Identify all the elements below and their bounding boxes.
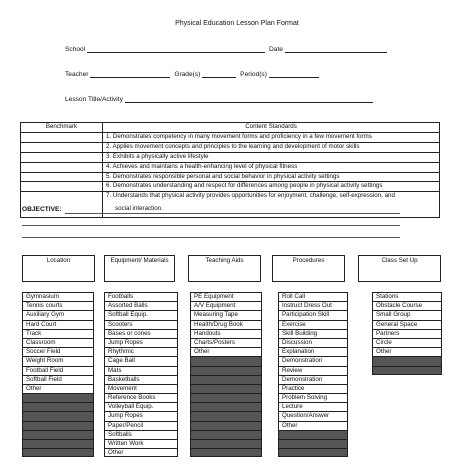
equipment-item[interactable]: Assorted Balls [104,301,178,310]
standard-item: 5. Demonstrates responsible personal and social behavior in physical activity settings [103,172,440,182]
equipment-item[interactable]: Softball Equip. [104,310,178,319]
location-blank-cell [22,421,94,430]
class-setup-item[interactable]: Small Group [372,310,442,319]
procedures-header: Procedures [273,256,345,282]
equipment-item[interactable]: Volleyball Equip. [104,402,178,411]
teaching-aids-item[interactable]: A/V Equipment [190,301,262,310]
location-item[interactable]: Gymnasium [22,292,94,301]
teaching-aids-blank-cell [190,366,262,375]
equipment-item[interactable]: Other [104,448,178,457]
equipment-item[interactable]: Paper/Pencil [104,421,178,430]
teacher-line[interactable] [65,71,321,78]
equipment-item[interactable]: Jump Ropes [104,338,178,347]
benchmark-cell[interactable] [21,152,103,162]
teaching-aids-header: Teaching Aids [189,256,261,282]
teaching-aids-blank-cell [190,430,262,439]
location-blank-cell [22,430,94,439]
class-setup-item[interactable]: Partners [372,329,442,338]
periods-label: Period(s) [240,71,267,78]
procedures-item[interactable]: Practice [278,384,348,393]
equipment-item[interactable]: Written Work [104,439,178,448]
school-line[interactable] [65,46,389,53]
teaching-aids-blank-cell [190,439,262,448]
procedures-item[interactable]: Problem Solving [278,393,348,402]
location-blank-cell [22,439,94,448]
standard-item: 3. Exhibits a physically active lifestyle [103,152,440,162]
teaching-aids-item[interactable]: PE Equipment [190,292,262,301]
procedures-item[interactable]: Exercise [278,320,348,329]
procedures-item[interactable]: Roll Call [278,292,348,301]
equipment-item[interactable]: Footballs [104,292,178,301]
procedures-item[interactable]: Discussion [278,338,348,347]
teaching-aids-blank-cell [190,402,262,411]
teaching-aids-blank-cell [190,384,262,393]
location-item[interactable]: Football Field [22,366,94,375]
objective-line[interactable] [22,225,400,226]
location-item[interactable]: Hard Court [22,320,94,329]
location-item[interactable]: Other [22,384,94,393]
procedures-blank-cell [278,439,348,448]
location-column [22,292,94,457]
equipment-item[interactable]: Bases or cones [104,329,178,338]
teaching-aids-item[interactable]: Measuring Tape [190,310,262,319]
class-setup-column [372,292,442,375]
objective-label: OBJECTIVE: [22,206,62,213]
content-standards-header: Content Standards [103,123,440,133]
standard-item: 1. Demonstrates competency in many movement forms and proficiency in a few movement forms [103,132,440,142]
teaching-aids-item[interactable]: Other [190,347,262,356]
location-item[interactable]: Tennis courts [22,301,94,310]
equipment-column [104,292,178,457]
procedures-item[interactable]: Skill Building [278,329,348,338]
class-setup-header: Class Set Up [359,256,441,282]
procedures-item[interactable]: Explanation [278,347,348,356]
equipment-item[interactable]: Movement [104,384,178,393]
equipment-item[interactable]: Reference Books [104,393,178,402]
location-item[interactable]: Soccer Field [22,347,94,356]
class-setup-item[interactable]: Obstacle Course [372,301,442,310]
objective-line[interactable] [22,237,400,238]
equipment-header: Equipment/ Materials [105,256,175,282]
equipment-item[interactable]: Jump Ropes [104,411,178,420]
teacher-label: Teacher [65,71,89,78]
class-setup-item[interactable]: Other [372,347,442,356]
equipment-item[interactable]: Basketballs [104,375,178,384]
location-item[interactable]: Softball Field [22,375,94,384]
location-blank-cell [22,402,94,411]
standards-table [20,122,440,218]
teaching-aids-blank-cell [190,393,262,402]
teaching-aids-item[interactable]: Charts/Posters [190,338,262,347]
benchmark-header: Benchmark [21,123,103,133]
class-setup-blank-cell [372,366,442,375]
teaching-aids-item[interactable]: Handouts [190,329,262,338]
benchmark-cell[interactable] [21,142,103,152]
resources-header [22,255,441,282]
procedures-item[interactable]: Participation Skill [278,310,348,319]
procedures-item[interactable]: Demonstration [278,375,348,384]
equipment-item[interactable]: Scooters [104,320,178,329]
teaching-aids-blank-cell [190,411,262,420]
standard-item: 2. Applies movement concepts and principles to the learning and development of motor skills [103,142,440,152]
standard-item: 6. Demonstrates understanding and respect for differences among people in physical activity settings [103,182,440,192]
equipment-item[interactable]: Mats [104,366,178,375]
teaching-aids-blank-cell [190,375,262,384]
teaching-aids-item[interactable]: Health/Drug Book [190,320,262,329]
equipment-item[interactable]: Softballs [104,430,178,439]
procedures-item[interactable]: Lecture [278,402,348,411]
class-setup-item[interactable]: Circle [372,338,442,347]
lesson-title-label: Lesson Title/Activity [65,96,123,103]
benchmark-cell[interactable] [21,172,103,182]
location-header: Location [23,256,95,282]
location-blank-cell [22,448,94,457]
teaching-aids-column [190,292,262,457]
teaching-aids-blank-cell [190,356,262,365]
standard-item: 7. Understands that physical activity provides opportunities for enjoyment, challenge, self-expression, and social interaction. [103,192,440,218]
lesson-title-line[interactable] [65,96,375,103]
procedures-item[interactable]: Other [278,421,348,430]
location-item[interactable]: Auxiliary Gym [22,310,94,319]
equipment-item[interactable]: Cage Ball [104,356,178,365]
location-item[interactable]: Weight Room [22,356,94,365]
date-label: Date [269,46,283,53]
benchmark-cell[interactable] [21,162,103,172]
class-setup-item[interactable]: General Space [372,320,442,329]
location-blank-cell [22,393,94,402]
procedures-column [278,292,348,457]
location-item[interactable]: Track [22,329,94,338]
class-setup-item[interactable]: Stations [372,292,442,301]
standard-item: 4. Achieves and maintains a health-enhancing level of physical fitness [103,162,440,172]
procedures-blank-cell [278,448,348,457]
teaching-aids-blank-cell [190,448,262,457]
page-title: Physical Education Lesson Plan Format [175,20,299,27]
school-label: School [65,46,86,53]
procedures-item[interactable]: Review [278,366,348,375]
procedures-item[interactable]: Demonstration [278,356,348,365]
benchmark-cell[interactable] [21,132,103,142]
location-item[interactable]: Classroom [22,338,94,347]
teaching-aids-blank-cell [190,421,262,430]
equipment-item[interactable]: Rhythmic [104,347,178,356]
procedures-item[interactable]: Question/Answer [278,411,348,420]
objective-line[interactable] [65,213,400,214]
class-setup-blank-cell [372,356,442,365]
benchmark-cell[interactable] [21,182,103,192]
procedures-item[interactable]: Instruct Dress Out [278,301,348,310]
grades-label: Grade(s) [174,71,201,78]
procedures-blank-cell [278,430,348,439]
location-blank-cell [22,411,94,420]
